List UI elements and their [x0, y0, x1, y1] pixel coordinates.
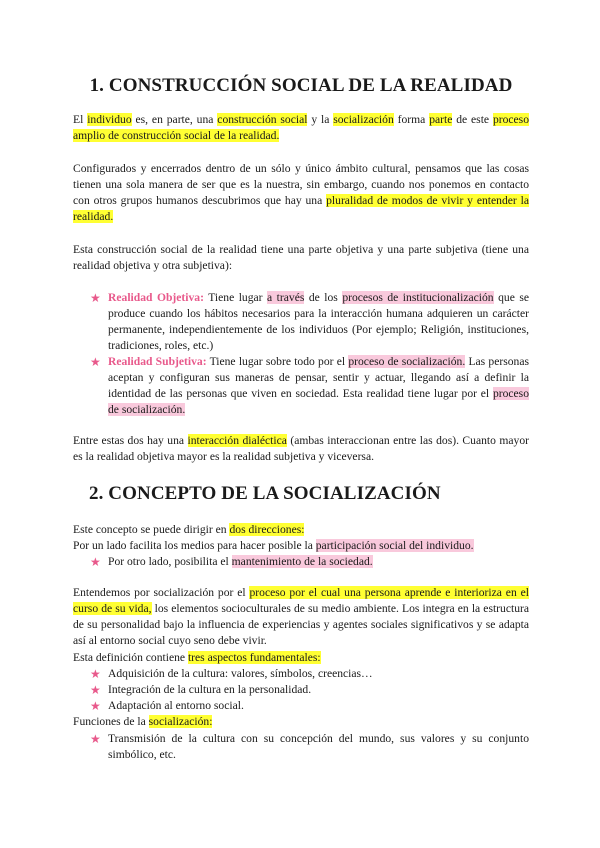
functions-list — [73, 731, 529, 763]
list-item-mantenimiento: ★ Por otro lado, posibilita el mantenimiento de la sociedad. — [90, 555, 373, 569]
aspects-list — [73, 666, 529, 714]
direcciones-list — [73, 554, 529, 570]
list-item-objetiva: ★ Realidad Objetiva: Tiene lugar a través de los procesos de institucionalización que se produce cuando los hábitos necesarios para la interacción humana adquieren un carácter permanente, independientemente de los individuos (Por ejemplo; Religión, instituciones, tradiciones, roles, etc.) — [90, 291, 529, 352]
line-tres-aspectos: Esta definición contiene tres aspectos fundamentales: — [73, 651, 321, 664]
star-icon: ★ — [90, 699, 101, 713]
star-icon: ★ — [90, 555, 101, 569]
list-item-aspect: ★ Adquisición de la cultura: valores, símbolos, creencias… — [90, 667, 373, 681]
paragraph-configurados: Configurados y encerrados dentro de un sólo y único ámbito cultural, pensamos que las cosas tienen una sola manera de ser que es la nuestra, sin embargo, cuando nos ponemos en contacto con otros grupos humanos descubrimos que hay una pluralidad de modos de vivir y entender la realidad. — [73, 162, 529, 223]
paragraph-individuo: El individuo es, en parte, una construcción social y la socialización forma parte de este proceso amplio de construcción social de la realidad. — [73, 113, 529, 142]
paragraph-entendemos: Entendemos por socialización por el proceso por el cual una persona aprende e interioriza en el curso de su vida, los elementos socioculturales de su medio ambiente. Los integra en la estructura de su personalidad bajo la influencia de experiencias y agentes sociales significativos y se adapta así al entorno social cuyo seno debe vivir. — [73, 586, 530, 647]
star-icon: ★ — [90, 355, 101, 369]
list-item-subjetiva: ★ Realidad Subjetiva: Tiene lugar sobre todo por el proceso de socialización. Las personas aceptan y configuran sus maneras de pensar, sentir y actuar, llegando así a definir la identidad de las personas que viven en sociedad. Esta realidad tiene lugar por el proceso de socialización. — [90, 355, 529, 416]
list-item-aspect: ★ Integración de la cultura en la personalidad. — [90, 683, 312, 697]
star-icon: ★ — [90, 732, 101, 746]
line-participacion: Por un lado facilita los medios para hacer posible la participación social del individuo. — [73, 539, 474, 552]
paragraph-interaccion: Entre estas dos hay una interacción dialéctica (ambas interaccionan entre las dos). Cuanto mayor es la realidad objetiva mayor es la realidad subjetiva y viceversa. — [73, 434, 529, 463]
realidad-list — [73, 290, 529, 418]
section-1-heading: 1. CONSTRUCCIÓN SOCIAL DE LA REALIDAD — [89, 75, 513, 96]
star-icon: ★ — [90, 291, 101, 305]
line-funciones: Funciones de la socialización: — [73, 715, 213, 728]
line-direcciones: Este concepto se puede dirigir en dos direcciones: — [73, 523, 305, 536]
list-item-function: ★ Transmisión de la cultura con su concepción del mundo, sus valores y su conjunto simbólico, etc. — [90, 732, 529, 761]
section-2-heading: 2. CONCEPTO DE LA SOCIALIZACIÓN — [89, 483, 441, 504]
star-icon: ★ — [90, 683, 101, 697]
star-icon: ★ — [90, 667, 101, 681]
paragraph-construccion: Esta construcción social de la realidad tiene una parte objetiva y una parte subjetiva (tiene una realidad objetiva y otra subjetiva): — [73, 243, 529, 272]
list-item-aspect: ★ Adaptación al entorno social. — [90, 699, 244, 713]
